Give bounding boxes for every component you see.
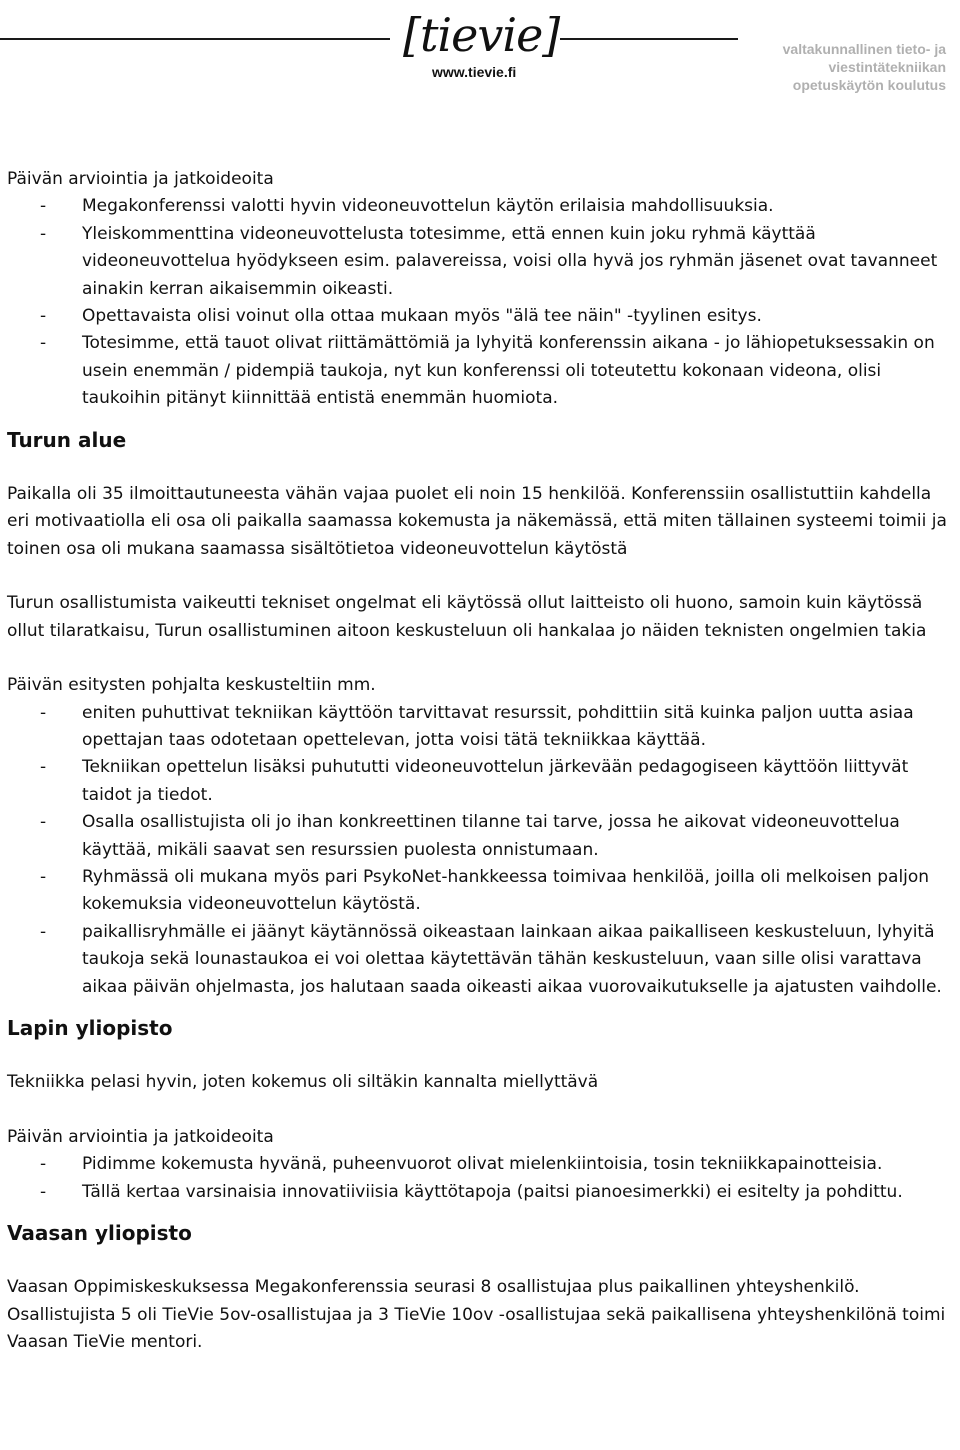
list-item-text: Opettavaista olisi voinut olla ottaa mukaan myös "älä tee näin" -tyylinen esitys. (82, 306, 762, 327)
dash-bullet: - (40, 1154, 47, 1175)
dash-bullet: - (40, 812, 47, 833)
dash-bullet: - (40, 196, 47, 217)
list-item-text: Megakonferenssi valotti hyvin videoneuvottelun käytön erilaisia mahdollisuuksia. (82, 196, 774, 217)
list-item (7, 221, 953, 303)
list-item-text: Ryhmässä oli mukana myös pari PsykoNet-hankkeessa toimivaa henkilöä, joilla oli melkoisen paljon kokemuksia videoneuvottelun käytöstä. (82, 866, 930, 915)
heading-lappi: Lapin yliopisto (7, 1015, 173, 1040)
list-item-text: Tällä kertaa varsinaisia innovatiiviisia käyttötapoja (paitsi pianoesimerkki) ei esitelty ja pohdittu. (82, 1181, 903, 1202)
list-item-text: Osalla osallistujista oli jo ihan konkreettinen tilanne tai tarve, jossa he aikovat videoneuvottelua käyttää, mikäli saavat sen resurssien puolesta onnistumaan. (82, 812, 900, 860)
dash-bullet: - (40, 702, 47, 723)
list-item-text: Yleiskommenttina videoneuvottelusta totesimme, että ennen kuin joku ryhmä käyttää videoneuvottelua hyödykseen esim. palavereissa, voisi olla hyvä jos ryhmän jäsenet ovat tavanneet ainakin kerran aikaisemmin oikeasti. (82, 223, 938, 299)
list-item-text: Pidimme kokemusta hyvänä, puheenvuorot olivat mielenkiintoisia, tosin tekniikkapainotteisia. (82, 1154, 883, 1175)
list-item-text: eniten puhuttivat tekniikan käyttöön tarvittavat resurssit, pohdittiin sitä kuinka paljon uutta asiaa opettajan taas odotetaan opettelevan, jotta voisi tätä tekniikkaa käyttää. (82, 702, 914, 750)
list-item (7, 919, 953, 1001)
paragraph: Turun osallistumista vaikeutti tekniset ongelmat eli käytössä ollut laitteisto oli huono, samoin kuin käytössä ollut tilaratkaisu, Turun osallistuminen aitoon keskusteluun oli hankalaa jo näiden teknisten ongelmien takia (7, 593, 927, 641)
dash-bullet: - (40, 921, 47, 942)
dash-bullet: - (40, 866, 47, 887)
dash-bullet: - (40, 223, 47, 244)
list-item (7, 1179, 953, 1206)
evaluation-list (7, 193, 953, 412)
list-title: Päivän arviointia ja jatkoideoita (7, 1126, 274, 1147)
list-item (7, 1151, 953, 1178)
header-tagline (746, 40, 946, 94)
list-item-text: Tekniikan opettelun lisäksi puhututti videoneuvottelun järkevään pedagogiseen käyttöön liittyvät taidot ja tiedot. (82, 757, 909, 805)
document-body (7, 166, 953, 1357)
dash-bullet: - (40, 757, 47, 778)
section-title: Päivän arviointia ja jatkoideoita (7, 169, 274, 189)
list-item (7, 809, 953, 864)
header-rule-right (560, 38, 738, 40)
logo-text: [tievie] (403, 8, 560, 62)
list-item (7, 754, 953, 809)
tagline-line: opetuskäytön koulutus (792, 77, 946, 93)
list-item-text: paikallisryhmälle ei jäänyt käytännössä oikeastaan lainkaan aikaa paikalliseen keskusteluun, lyhyitä taukoja sekä lounastaukoa ei voi olettaa käytettävän tähän keskusteluun, vaan sille olisi varattava aikaa päivän ohjelmasta, jos halutaan saada oikeasti aikaa vuorovaikutukselle ja ajatusten vaihdolle. (82, 921, 942, 997)
list-item (7, 700, 953, 755)
list-item (7, 330, 953, 412)
discussion-list (7, 700, 953, 1001)
list-item-text: Totesimme, että tauot olivat riittämättömiä ja lyhyitä konferenssin aikana - jo lähiopetuksessakin on usein enemmän / pidempiä taukoja, nyt kun konferenssi oli toteutettu kokonaan videona, olisi taukoihin pitänyt kiinnittää entistä enemmän huomiota. (82, 333, 935, 409)
tievie-logo (403, 6, 560, 66)
tagline-line: valtakunnallinen tieto- ja (782, 41, 946, 57)
heading-vaasa: Vaasan yliopisto (7, 1221, 192, 1245)
dash-bullet: - (40, 333, 47, 354)
list-item (7, 303, 953, 330)
heading-turku: Turun alue (7, 427, 127, 452)
paragraph: Tekniikka pelasi hyvin, joten kokemus oli siltäkin kannalta miellyttävä (7, 1072, 599, 1093)
list-item (7, 864, 953, 919)
paragraph: Vaasan Oppimiskeskuksessa Megakonferenssia seurasi 8 osallistujaa plus paikallinen yhteyshenkilö. Osallistujista 5 oli TieVie 5ov-osallistujaa ja 3 TieVie 10ov -osallistujaa sekä paikallisena yhteyshenkilönä toimi Vaasan TieVie mentori. (7, 1277, 946, 1353)
page-header (0, 0, 960, 100)
dash-bullet: - (40, 1181, 47, 1202)
logo-url: www.tievie.fi (432, 64, 517, 80)
header-rule-left (0, 38, 390, 40)
dash-bullet: - (40, 306, 47, 327)
list-title: Päivän esitysten pohjalta keskusteltiin mm. (7, 675, 376, 696)
lappi-list (7, 1151, 953, 1206)
list-item (7, 193, 953, 220)
paragraph: Paikalla oli 35 ilmoittautuneesta vähän vajaa puolet eli noin 15 henkilöä. Konferenssiin osallistuttiin kahdella eri motivaatiolla eli osa oli paikalla saamassa kokemusta ja näkemässä, että miten tällainen systeemi toimii ja toinen osa oli mukana saamassa sisältötietoa videoneuvottelun käytöstä (7, 484, 947, 559)
tagline-line: viestintätekniikan (828, 59, 946, 75)
